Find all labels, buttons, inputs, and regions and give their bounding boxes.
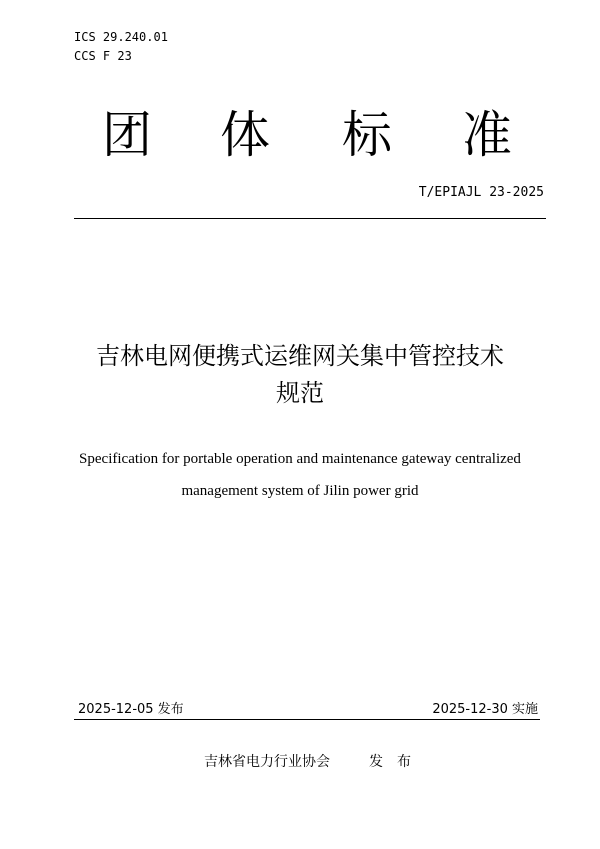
footer-divider — [74, 719, 540, 720]
release-date: 2025-12-05 发布 — [78, 702, 184, 717]
standard-type-title — [96, 105, 526, 165]
title-char-3: 标 — [342, 106, 392, 164]
implementation-date: 2025-12-30 实施 — [432, 702, 538, 717]
title-char-4: 准 — [462, 106, 512, 164]
header-divider — [74, 218, 546, 219]
ccs-code: CCS F 23 — [74, 49, 132, 63]
title-char-2: 体 — [220, 106, 270, 164]
publish-label: 发布 — [369, 754, 425, 770]
english-title-line-2: management system of Jilin power grid — [181, 483, 419, 499]
chinese-title-line-2: 规范 — [276, 379, 324, 407]
ics-code: ICS 29.240.01 — [74, 30, 168, 44]
publisher-organization: 吉林省电力行业协会 — [204, 754, 330, 770]
standard-number: T/EPIAJL 23-2025 — [418, 185, 544, 200]
english-title-line-1: Specification for portable operation and maintenance gateway centralized — [79, 451, 521, 467]
title-char-1: 团 — [102, 106, 152, 164]
chinese-title-line-1: 吉林电网便携式运维网关集中管控技术 — [96, 342, 504, 370]
